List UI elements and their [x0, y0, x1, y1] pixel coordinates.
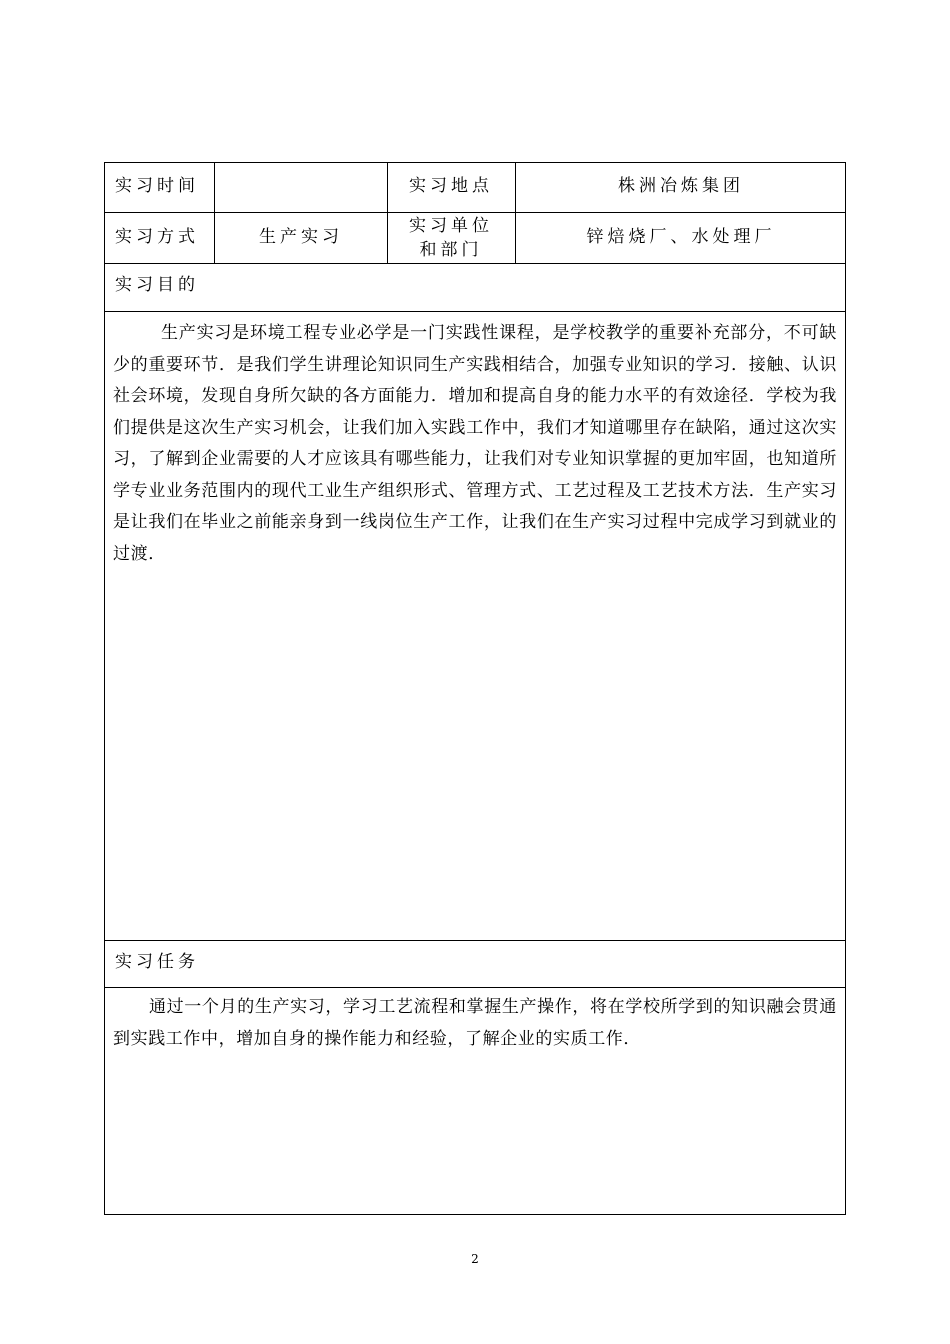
row-divider [104, 311, 846, 312]
internship-unit-label [409, 214, 493, 262]
page-number: 2 [471, 1252, 479, 1266]
task-heading: 实习任务 [115, 952, 199, 972]
column-divider [214, 162, 215, 263]
row-divider [104, 212, 846, 213]
purpose-heading: 实习目的 [115, 275, 199, 295]
internship-mode-label: 实习方式 [115, 227, 199, 247]
internship-place-value: 株洲冶炼集团 [618, 176, 744, 196]
row-divider [104, 263, 846, 264]
task-body: 通过一个月的生产实习，学习工艺流程和掌握生产操作，将在学校所学到的知识融会贯通到实践工作中，增加自身的操作能力和经验，了解企业的实质工作． [113, 997, 837, 1049]
row-divider [104, 940, 846, 941]
internship-place-label: 实习地点 [409, 176, 493, 196]
column-divider [515, 162, 516, 263]
internship-time-label: 实习时间 [115, 176, 199, 196]
row-divider [104, 987, 846, 988]
column-divider [387, 162, 388, 263]
unit-label-line-1: 实习单位 [409, 216, 493, 236]
unit-label-line-2: 和部门 [419, 240, 483, 260]
purpose-body: 生产实习是环境工程专业必学是一门实践性课程，是学校教学的重要补充部分，不可缺少的重要环节．是我们学生讲理论知识同生产实践相结合，加强专业知识的学习．接触、认识社会环境，发现自身所欠缺的各方面能力．增加和提高自身的能力水平的有效途径．学校为我们提供是这次生产实习机会，让我们加入实践工作中，我们才知道哪里存在缺陷，通过这次实习，了解到企业需要的人才应该具有哪些能力，让我们对专业知识掌握的更加牢固，也知道所学专业业务范围内的现代工业生产组织形式、管理方式、工艺过程及工艺技术方法．生产实习是让我们在毕业之前能亲身到一线岗位生产工作，让我们在生产实习过程中完成学习到就业的过渡． [113, 323, 837, 564]
internship-mode-value: 生产实习 [259, 227, 343, 247]
internship-unit-value: 锌焙烧厂、水处理厂 [586, 227, 776, 247]
